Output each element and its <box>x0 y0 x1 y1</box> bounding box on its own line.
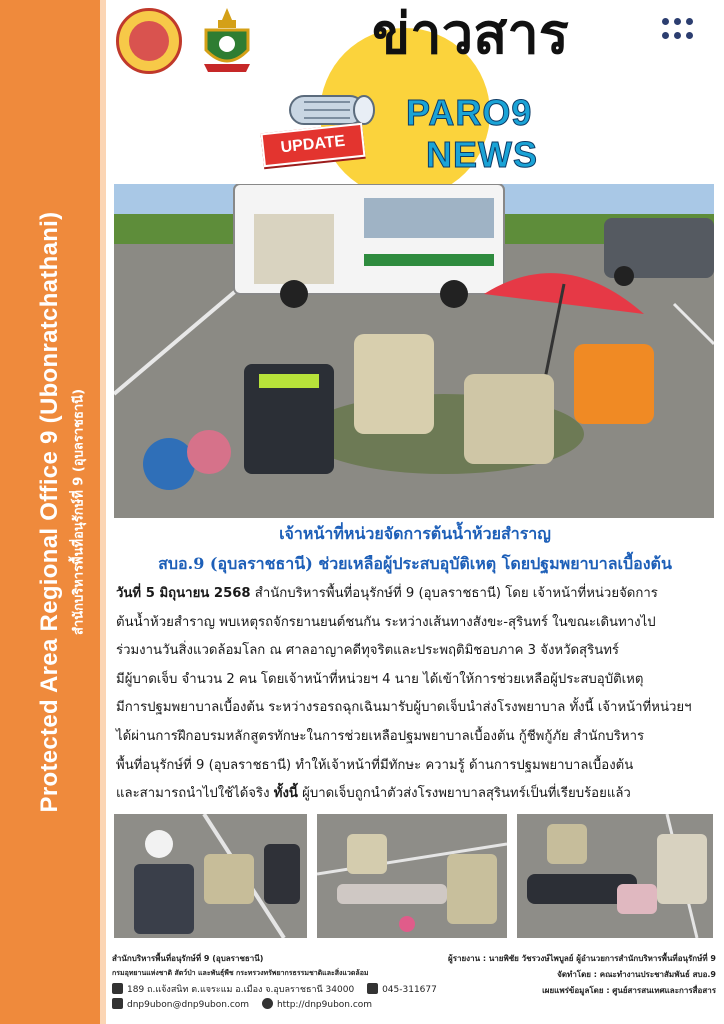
footer-reporter: ผู้รายงาน : นายพิชัย วัชรวงษ์ไพบูลย์ ผู้อำนวยการสำนักบริหารพื้นที่อนุรักษ์ที่ 9 <box>448 954 716 963</box>
header-title: ข่าวสาร <box>372 2 569 67</box>
footer-producer: จัดทำโดย : คณะทำงานประชาสัมพันธ์ สบอ.9 <box>557 970 716 979</box>
globe-icon <box>262 998 273 1009</box>
article-line: พื้นที่อนุรักษ์ที่ 9 (อุบลราชธานี) ทำให้เจ้าหน้าที่มีทักษะ ความรู้ ด้านการปฐมพยาบาลเบื้องต้น <box>116 757 634 773</box>
website-link[interactable]: http://dnp9ubon.com <box>276 1000 373 1010</box>
footer-dept: กรมอุทยานแห่งชาติ สัตว์ป่า และพันธุ์พืช กระทรวงทรัพยากรธรรมชาติและสิ่งแวดล้อม <box>112 969 369 977</box>
headline-line-1: เจ้าหน้าที่หน่วยจัดการต้นน้ำห้วยสำราญ <box>279 524 551 543</box>
email-link[interactable]: dnp9ubon@dnp9ubon.com <box>127 1000 250 1010</box>
sidebar-subtitle: สำนักบริหารพื้นที่อนุรักษ์ที่ 9 (อุบลราชธานี) <box>71 388 87 636</box>
header-brand-paro9: PARO9 <box>406 92 533 133</box>
thumbnail-photo-3 <box>517 814 713 938</box>
article-line: มีผู้บาดเจ็บ จำนวน 2 คน โดยเจ้าหน้าที่หน่วยฯ 4 นาย ได้เข้าให้การช่วยเหลือผู้ประสบอุบัติเหตุ <box>116 671 644 687</box>
thumbnail-photo-2 <box>317 814 507 938</box>
article-date: วันที่ 5 มิถุนายน 2568 <box>116 586 251 601</box>
footer-address-row: 189 ถ.แจ้งสนิท ต.แจระแม อ.เมือง จ.อุบลราชธานี 34000 045-311677 <box>112 982 437 996</box>
update-badge: UPDATE <box>261 123 366 167</box>
article-line: ต้นน้ำห้วยสำราญ พบเหตุรถจักรยานยนต์ชนกัน ระหว่างเส้นทางสังขะ-สุรินทร์ ในขณะเดินทางไป <box>116 614 656 630</box>
thumbnail-photo-1 <box>114 814 307 938</box>
footer-web-row <box>112 998 372 1010</box>
article-line: มีการปฐมพยาบาลเบื้องต้น ระหว่างรอรถฉุกเฉินมารับผู้บาดเจ็บนำส่งโรงพยาบาล ทั้งนี้ เจ้าหน้าที่หน่วยฯ <box>116 700 692 716</box>
headline-line-2: สบอ.9 (อุบลราชธานี) ช่วยเหลือผู้ประสบอุบัติเหตุ โดยปฐมพยาบาลเบื้องต้น <box>158 554 672 573</box>
sidebar-title: Protected Area Regional Office 9 (Ubonratchathani) <box>36 211 63 813</box>
article-body <box>116 580 714 809</box>
footer-publisher: เผยแพร่ข้อมูลโดย : ศูนย์สารสนเทศและการสื่อสาร <box>542 986 716 995</box>
email-icon <box>112 998 123 1009</box>
phone-icon <box>367 983 378 994</box>
article-line: และสามารถนำไปใช้ได้จริง ทั้งนี้ ผู้บาดเจ็บถูกนำตัวส่งโรงพยาบาลสุรินทร์เป็นที่เรียบร้อยแล้ว <box>116 786 631 802</box>
location-pin-icon <box>112 983 123 994</box>
article-line: ได้ผ่านการฝึกอบรมหลักสูตรทักษะในการช่วยเหลือปฐมพยาบาลเบื้องต้น กู้ชีพกู้ภัย สำนักบริหาร <box>116 728 645 744</box>
department-seal-logo <box>116 8 182 74</box>
main-photo-accident-scene <box>114 184 714 518</box>
header-brand-news: NEWS <box>426 134 538 175</box>
dot-grid-decoration <box>662 18 704 62</box>
side-strip <box>100 0 106 1024</box>
office-emblem-logo <box>198 6 256 74</box>
article-line: วันที่ 5 มิถุนายน 2568 สำนักบริหารพื้นที่อนุรักษ์ที่ 9 (อุบลราชธานี) โดย เจ้าหน้าที่หน่วยจัดการ <box>116 586 658 601</box>
article-line: ร่วมงานวันสิ่งแวดล้อมโลก ณ ศาลอาญาคดีทุจริตและประพฤติมิชอบภาค 3 จังหวัดสุรินทร์ <box>116 643 619 659</box>
footer-org: สำนักบริหารพื้นที่อนุรักษ์ที่ 9 (อุบลราชธานี) <box>112 954 264 963</box>
